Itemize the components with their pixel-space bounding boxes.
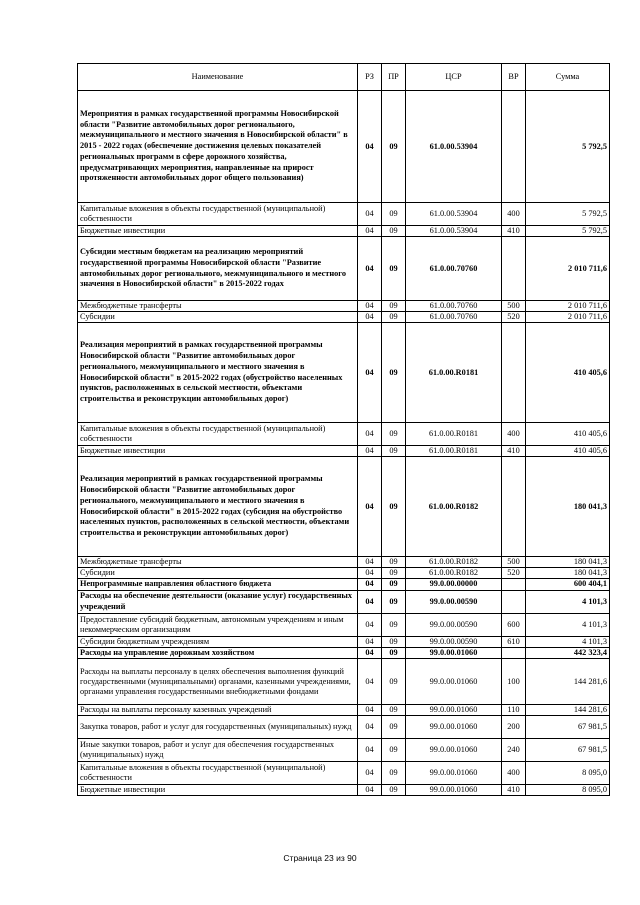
cell-rz: 04 xyxy=(358,312,382,323)
cell-vr: 610 xyxy=(502,636,526,647)
cell-rz: 04 xyxy=(358,457,382,557)
cell-vr: 520 xyxy=(502,312,526,323)
header-vr: ВР xyxy=(502,64,526,91)
cell-rz: 04 xyxy=(358,323,382,423)
cell-vr: 410 xyxy=(502,785,526,796)
cell-vr xyxy=(502,457,526,557)
table-row xyxy=(78,323,610,423)
cell-vr xyxy=(502,647,526,659)
cell-csr: 99.0.00.00590 xyxy=(406,590,502,613)
table-row xyxy=(78,423,610,446)
cell-sum: 2 010 711,6 xyxy=(526,237,610,301)
cell-rz: 04 xyxy=(358,423,382,446)
cell-sum: 8 095,0 xyxy=(526,762,610,785)
cell-vr xyxy=(502,323,526,423)
cell-pr: 09 xyxy=(382,91,406,203)
cell-pr: 09 xyxy=(382,785,406,796)
cell-sum: 600 404,1 xyxy=(526,579,610,591)
cell-pr: 09 xyxy=(382,323,406,423)
cell-rz: 04 xyxy=(358,557,382,568)
cell-name: Капитальные вложения в объекты государственной (муниципальной) собственности xyxy=(78,423,358,446)
header-pr: ПР xyxy=(382,64,406,91)
cell-name: Мероприятия в рамках государственной программы Новосибирской области "Развитие автомобильных дорог регионального, межмуниципального и местного значения в Новосибирской области" в 2015 - 2022 годах (обеспечение достижения целевых показателей региональных программ в сфере дорожного хозяйства, предусматривающих мероприятия, направленные на прирост протяженности автомобильных дорог общего пользования) xyxy=(78,91,358,203)
cell-pr: 09 xyxy=(382,203,406,226)
cell-sum: 442 323,4 xyxy=(526,647,610,659)
cell-csr: 61.0.00.53904 xyxy=(406,91,502,203)
table-row xyxy=(78,659,610,705)
cell-vr xyxy=(502,237,526,301)
cell-sum: 5 792,5 xyxy=(526,203,610,226)
cell-name: Бюджетные инвестиции xyxy=(78,226,358,237)
table-row xyxy=(78,716,610,739)
cell-rz: 04 xyxy=(358,705,382,716)
cell-name: Предоставление субсидий бюджетным, автономным учреждениям и иным некоммерческим организациям xyxy=(78,613,358,636)
cell-rz: 04 xyxy=(358,739,382,762)
cell-name: Субсидии бюджетным учреждениям xyxy=(78,636,358,647)
cell-rz: 04 xyxy=(358,659,382,705)
cell-vr: 500 xyxy=(502,557,526,568)
cell-csr: 61.0.00.53904 xyxy=(406,226,502,237)
cell-name: Расходы на выплаты персоналу в целях обеспечения выполнения функций государственными (муниципальными) органами, казенными учреждениями, органами управления государственными внебюджетными фондами xyxy=(78,659,358,705)
table-row xyxy=(78,739,610,762)
cell-rz: 04 xyxy=(358,446,382,457)
cell-vr: 520 xyxy=(502,568,526,579)
cell-name: Реализация мероприятий в рамках государственной программы Новосибирской области "Развитие автомобильных дорог регионального, межмуниципального и местного значения в Новосибирской области" в 2015-2022 годах (субсидия на обустройство населенных пунктов, расположенных в сельской местности, объектами строительства и реконструкции автомобильных дорог) xyxy=(78,457,358,557)
cell-rz: 04 xyxy=(358,590,382,613)
cell-csr: 61.0.00.R0181 xyxy=(406,323,502,423)
cell-name: Бюджетные инвестиции xyxy=(78,785,358,796)
cell-pr: 09 xyxy=(382,568,406,579)
cell-csr: 61.0.00.70760 xyxy=(406,301,502,312)
cell-name: Субсидии xyxy=(78,568,358,579)
cell-pr: 09 xyxy=(382,423,406,446)
cell-csr: 99.0.00.01060 xyxy=(406,785,502,796)
cell-vr: 200 xyxy=(502,716,526,739)
cell-rz: 04 xyxy=(358,226,382,237)
cell-name: Расходы на выплаты персоналу казенных учреждений xyxy=(78,705,358,716)
header-sum: Сумма xyxy=(526,64,610,91)
table-row xyxy=(78,446,610,457)
cell-vr: 240 xyxy=(502,739,526,762)
cell-pr: 09 xyxy=(382,705,406,716)
table-row xyxy=(78,613,610,636)
cell-sum: 5 792,5 xyxy=(526,226,610,237)
cell-pr: 09 xyxy=(382,762,406,785)
table-row xyxy=(78,705,610,716)
cell-vr: 410 xyxy=(502,226,526,237)
cell-csr: 99.0.00.00590 xyxy=(406,613,502,636)
cell-vr: 400 xyxy=(502,762,526,785)
cell-vr: 400 xyxy=(502,423,526,446)
cell-pr: 09 xyxy=(382,446,406,457)
table-row xyxy=(78,590,610,613)
cell-name: Капитальные вложения в объекты государственной (муниципальной) собственности xyxy=(78,762,358,785)
cell-sum: 180 041,3 xyxy=(526,457,610,557)
cell-sum: 410 405,6 xyxy=(526,323,610,423)
table-row xyxy=(78,226,610,237)
table-header-row xyxy=(78,64,610,91)
cell-name: Расходы на управление дорожным хозяйством xyxy=(78,647,358,659)
cell-name: Закупка товаров, работ и услуг для государственных (муниципальных) нужд xyxy=(78,716,358,739)
table-row xyxy=(78,312,610,323)
cell-rz: 04 xyxy=(358,716,382,739)
cell-vr xyxy=(502,579,526,591)
cell-csr: 99.0.00.01060 xyxy=(406,705,502,716)
table-row xyxy=(78,557,610,568)
cell-sum: 410 405,6 xyxy=(526,446,610,457)
cell-rz: 04 xyxy=(358,301,382,312)
cell-pr: 09 xyxy=(382,226,406,237)
cell-sum: 2 010 711,6 xyxy=(526,301,610,312)
cell-name: Реализация мероприятий в рамках государственной программы Новосибирской области "Развитие автомобильных дорог регионального, межмуниципального и местного значения в Новосибирской области" в 2015-2022 годах (обустройство населенных пунктов, расположенных в сельской местности, объектами строительства и реконструкции автомобильных дорог) xyxy=(78,323,358,423)
cell-vr: 110 xyxy=(502,705,526,716)
cell-rz: 04 xyxy=(358,203,382,226)
header-csr: ЦСР xyxy=(406,64,502,91)
cell-csr: 61.0.00.R0181 xyxy=(406,446,502,457)
cell-csr: 61.0.00.R0181 xyxy=(406,423,502,446)
cell-name: Субсидии xyxy=(78,312,358,323)
cell-sum: 4 101,3 xyxy=(526,636,610,647)
cell-vr xyxy=(502,590,526,613)
table-row xyxy=(78,457,610,557)
cell-sum: 410 405,6 xyxy=(526,423,610,446)
cell-name: Субсидии местным бюджетам на реализацию мероприятий государственной программы Новосибирской области "Развитие автомобильных дорог регионального, межмуниципального и местного значения в Новосибирской области" в 2015-2022 годах xyxy=(78,237,358,301)
cell-pr: 09 xyxy=(382,457,406,557)
cell-pr: 09 xyxy=(382,312,406,323)
cell-rz: 04 xyxy=(358,568,382,579)
cell-name: Бюджетные инвестиции xyxy=(78,446,358,457)
cell-csr: 61.0.00.R0182 xyxy=(406,568,502,579)
cell-sum: 180 041,3 xyxy=(526,568,610,579)
cell-name: Расходы на обеспечение деятельности (оказание услуг) государственных учреждений xyxy=(78,590,358,613)
cell-name: Межбюджетные трансферты xyxy=(78,301,358,312)
cell-rz: 04 xyxy=(358,636,382,647)
cell-vr: 400 xyxy=(502,203,526,226)
cell-csr: 61.0.00.R0182 xyxy=(406,557,502,568)
cell-vr: 500 xyxy=(502,301,526,312)
cell-rz: 04 xyxy=(358,613,382,636)
table-row xyxy=(78,762,610,785)
cell-sum: 144 281,6 xyxy=(526,705,610,716)
cell-csr: 99.0.00.00590 xyxy=(406,636,502,647)
page-number: Страница 23 из 90 xyxy=(283,853,357,863)
cell-pr: 09 xyxy=(382,659,406,705)
cell-sum: 5 792,5 xyxy=(526,91,610,203)
cell-csr: 61.0.00.53904 xyxy=(406,203,502,226)
header-rz: РЗ xyxy=(358,64,382,91)
cell-vr: 600 xyxy=(502,613,526,636)
cell-csr: 99.0.00.01060 xyxy=(406,659,502,705)
cell-sum: 8 095,0 xyxy=(526,785,610,796)
table-body xyxy=(78,91,610,796)
cell-sum: 4 101,3 xyxy=(526,613,610,636)
table-row xyxy=(78,203,610,226)
cell-sum: 144 281,6 xyxy=(526,659,610,705)
cell-csr: 99.0.00.01060 xyxy=(406,647,502,659)
cell-vr: 410 xyxy=(502,446,526,457)
cell-name: Межбюджетные трансферты xyxy=(78,557,358,568)
cell-rz: 04 xyxy=(358,91,382,203)
cell-vr xyxy=(502,91,526,203)
cell-csr: 99.0.00.01060 xyxy=(406,716,502,739)
cell-sum: 67 981,5 xyxy=(526,739,610,762)
cell-sum: 180 041,3 xyxy=(526,557,610,568)
cell-rz: 04 xyxy=(358,647,382,659)
cell-pr: 09 xyxy=(382,237,406,301)
cell-csr: 99.0.00.01060 xyxy=(406,762,502,785)
cell-pr: 09 xyxy=(382,647,406,659)
cell-sum: 67 981,5 xyxy=(526,716,610,739)
cell-csr: 99.0.00.01060 xyxy=(406,739,502,762)
cell-name: Капитальные вложения в объекты государственной (муниципальной) собственности xyxy=(78,203,358,226)
cell-pr: 09 xyxy=(382,579,406,591)
cell-pr: 09 xyxy=(382,716,406,739)
cell-pr: 09 xyxy=(382,557,406,568)
cell-pr: 09 xyxy=(382,739,406,762)
table-row xyxy=(78,785,610,796)
cell-name: Непрограммные направления областного бюджета xyxy=(78,579,358,591)
cell-pr: 09 xyxy=(382,590,406,613)
table-row xyxy=(78,91,610,203)
cell-pr: 09 xyxy=(382,636,406,647)
cell-vr: 100 xyxy=(502,659,526,705)
cell-sum: 2 010 711,6 xyxy=(526,312,610,323)
cell-csr: 61.0.00.70760 xyxy=(406,312,502,323)
cell-pr: 09 xyxy=(382,613,406,636)
table-row xyxy=(78,647,610,659)
cell-csr: 61.0.00.R0182 xyxy=(406,457,502,557)
table-row xyxy=(78,579,610,591)
budget-table xyxy=(77,63,610,796)
cell-rz: 04 xyxy=(358,762,382,785)
cell-rz: 04 xyxy=(358,579,382,591)
cell-sum: 4 101,3 xyxy=(526,590,610,613)
table-row xyxy=(78,636,610,647)
cell-csr: 61.0.00.70760 xyxy=(406,237,502,301)
table-row xyxy=(78,237,610,301)
cell-rz: 04 xyxy=(358,237,382,301)
cell-csr: 99.0.00.00000 xyxy=(406,579,502,591)
cell-pr: 09 xyxy=(382,301,406,312)
table-row xyxy=(78,568,610,579)
header-name: Наименование xyxy=(78,64,358,91)
table-row xyxy=(78,301,610,312)
cell-name: Иные закупки товаров, работ и услуг для обеспечения государственных (муниципальных) нужд xyxy=(78,739,358,762)
cell-rz: 04 xyxy=(358,785,382,796)
